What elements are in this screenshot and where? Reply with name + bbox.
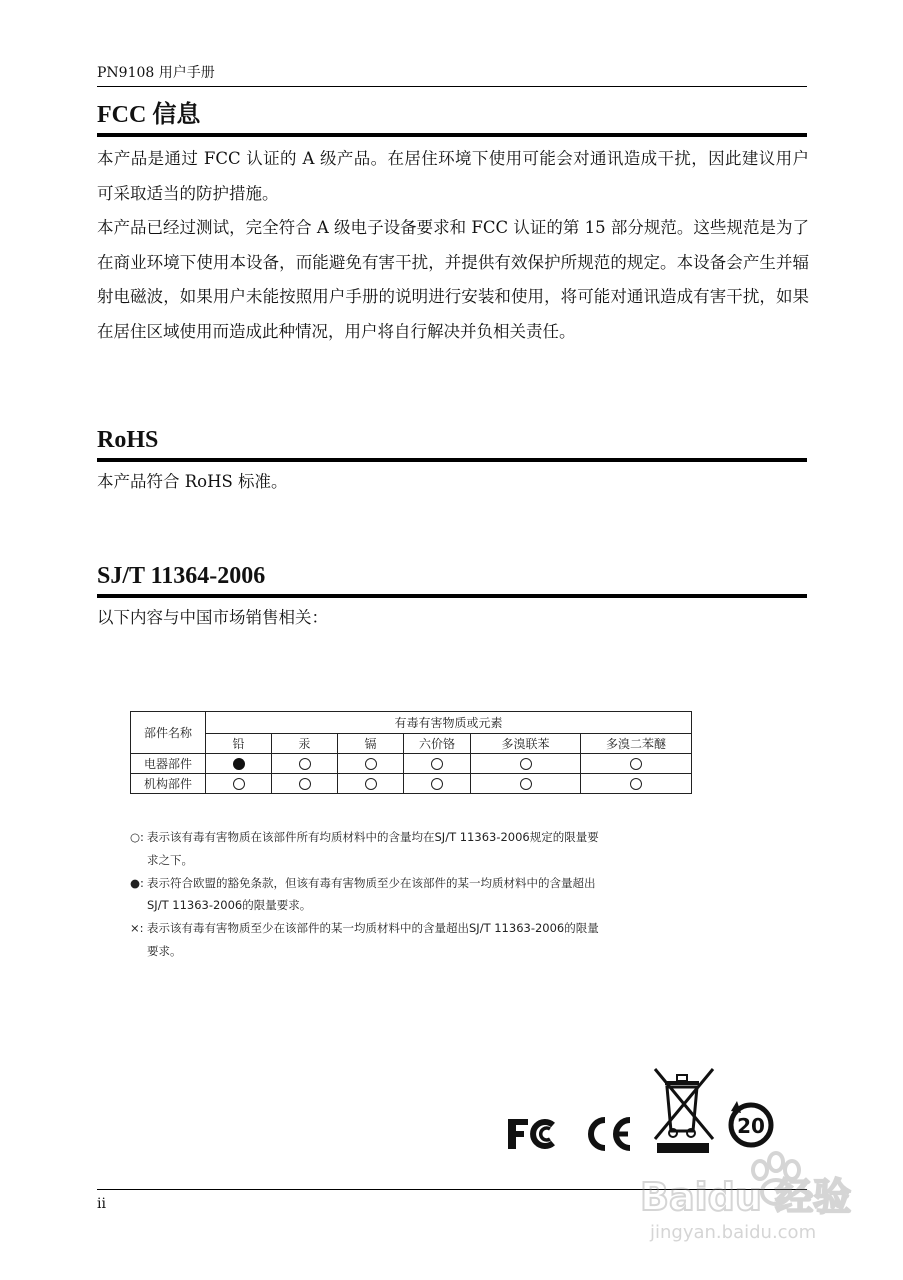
epup-years-text: 20 [737, 1114, 765, 1138]
note-solid-circle [130, 872, 600, 918]
substance-cell [471, 754, 581, 774]
hollow-circle-icon [520, 758, 532, 770]
note-symbol: ●: [130, 875, 144, 890]
substance-cell [581, 774, 692, 794]
note-text: 表示该有毒有害物质至少在该部件的某一均质材料中的含量超出SJ/T 11363-2006的限量要求。 [147, 921, 599, 958]
watermark-url: jingyan.baidu.com [650, 1222, 817, 1243]
note-text: 表示符合欧盟的豁免条款，但该有毒有害物质至少在该部件的某一均质材料中的含量超出SJ/T 11363-2006的限量要求。 [147, 875, 596, 913]
page-header: PN9108 用户手册 [97, 62, 807, 87]
fcc-paragraph-2: 本产品已经过测试，完全符合 A 级电子设备要求和 FCC 认证的第 15 部分规范。这些规范是为了在商业环境下使用本设备，而能避免有害干扰，并提供有效保护所规范的规定。本设备会产生并辐射电磁波，如果用户未能按照用户手册的说明进行安装和使用，将可能对通讯造成有害干扰，如果在居住区域使用而造成此种情况，用户将自行解决并负相关责任。 [97, 218, 809, 341]
hollow-circle-icon [365, 758, 377, 770]
column-header: 铅 [206, 734, 272, 754]
rohs-text: 本产品符合 RoHS 标准。 [97, 472, 288, 491]
sjt-intro: 以下内容与中国市场销售相关： [97, 608, 328, 627]
hollow-circle-icon [431, 778, 443, 790]
page-number: ii [97, 1196, 106, 1212]
substance-cell [206, 774, 272, 794]
hollow-circle-icon [299, 778, 311, 790]
substance-cell [272, 774, 338, 794]
substance-cell [272, 754, 338, 774]
column-header: 多溴联苯 [471, 734, 581, 754]
part-name-header: 部件名称 [131, 712, 206, 754]
part-name-cell: 机构部件 [131, 774, 206, 794]
fcc-title: FCC 信息 [97, 100, 807, 137]
hollow-circle-icon [365, 778, 377, 790]
hollow-circle-icon [630, 778, 642, 790]
substance-cell [206, 754, 272, 774]
note-hollow-circle [130, 826, 600, 872]
fcc-logo [508, 1119, 553, 1149]
column-header: 汞 [272, 734, 338, 754]
column-header: 镉 [338, 734, 404, 754]
substance-cell [404, 774, 471, 794]
hollow-circle-icon [431, 758, 443, 770]
fcc-paragraph-1: 本产品是通过 FCC 认证的 A 级产品。在居住环境下使用可能会对通讯造成干扰，因此建议用户可采取适当的防护措施。 [97, 149, 809, 203]
ce-logo [591, 1120, 630, 1148]
table-row [131, 754, 692, 774]
rohs-title: RoHS [97, 425, 807, 462]
hollow-circle-icon [233, 778, 245, 790]
substance-cell [471, 774, 581, 794]
note-symbol: ×: [130, 921, 144, 936]
substance-cell [338, 754, 404, 774]
baidu-watermark [640, 1140, 870, 1250]
part-name-cell: 电器部件 [131, 754, 206, 774]
note-text: 表示该有毒有害物质在该部件所有均质材料中的含量均在SJ/T 11363-2006规定的限量要求之下。 [147, 830, 599, 867]
solid-circle-icon [233, 758, 245, 770]
column-header: 多溴二苯醚 [581, 734, 692, 754]
substance-group-header: 有毒有害物质或元素 [206, 712, 692, 734]
hollow-circle-icon [630, 758, 642, 770]
substance-cell [338, 774, 404, 794]
epup-20-icon [731, 1101, 771, 1145]
substance-cell [581, 754, 692, 774]
substance-cell [404, 754, 471, 774]
legend-notes [130, 826, 600, 963]
watermark-brand: Baidu 经验 [640, 1175, 852, 1219]
note-symbol: ○: [130, 830, 144, 844]
hollow-circle-icon [299, 758, 311, 770]
note-cross [130, 917, 600, 963]
column-header: 六价铬 [404, 734, 471, 754]
hazardous-substance-table [130, 711, 692, 794]
sjt-title: SJ/T 11364-2006 [97, 561, 807, 598]
hollow-circle-icon [520, 778, 532, 790]
table-row [131, 774, 692, 794]
